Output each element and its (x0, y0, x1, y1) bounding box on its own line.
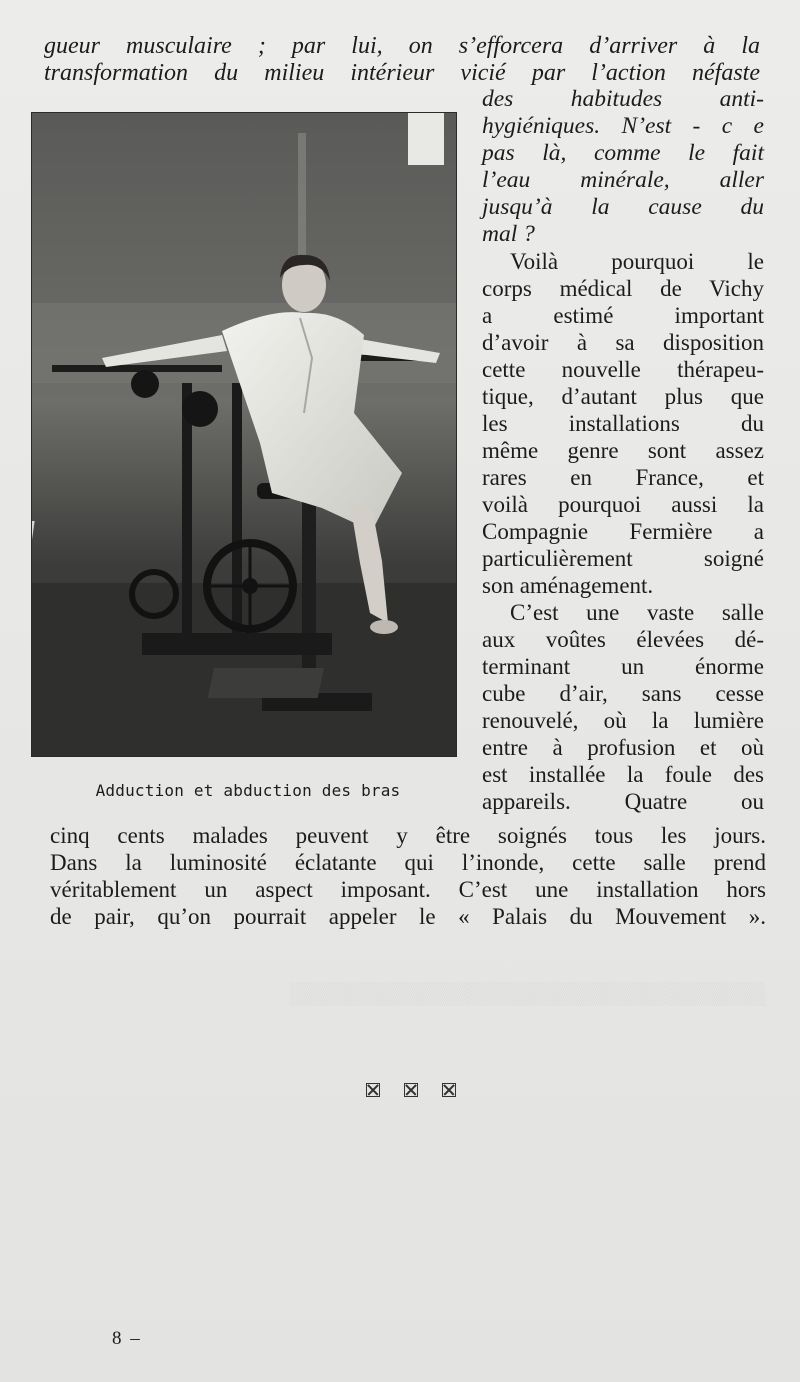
column-line: appareils. Quatre ou (482, 789, 764, 814)
paragraph-line: cinq cents malades peuvent y être soignés tous les jours. (50, 823, 766, 848)
italic-line-1: gueur musculaire ; par lui, on s’efforcera d’arriver à la (44, 33, 760, 59)
column-line: particulièrement soigné (482, 546, 764, 571)
column-line: son aménagement. (482, 573, 654, 598)
column-line: voilà pourquoi aussi la (482, 492, 764, 517)
photograph-exercise-machine (32, 113, 456, 756)
column-line: C’est une vaste salle (510, 600, 764, 625)
column-line: jusqu’à la cause du (482, 194, 764, 220)
column-line: rares en France, et (482, 465, 764, 490)
column-line: cette nouvelle thérapeu- (482, 357, 764, 382)
column-line: Compagnie Fermière a (482, 519, 764, 544)
ornament-mark-icon (442, 1083, 456, 1097)
column-line: même genre sont assez (482, 438, 764, 463)
column-line: Voilà pourquoi le (510, 249, 764, 274)
column-line: renouvelé, où la lumière (482, 708, 764, 733)
column-line: hygiéniques. N’est - c e (482, 113, 764, 139)
paragraph-line: de pair, qu’on pourrait appeler le « Palais du Mouvement ». (50, 904, 766, 929)
column-line: les installations du (482, 411, 764, 436)
paragraph-line: Dans la luminosité éclatante qui l’inonde, cette salle prend (50, 850, 766, 875)
column-line: tique, d’autant plus que (482, 384, 764, 409)
page-number: 8 – (112, 1328, 142, 1349)
ornament-mark-icon (366, 1083, 380, 1097)
column-line: d’avoir à sa disposition (482, 330, 764, 355)
column-line: l’eau minérale, aller (482, 167, 764, 193)
bleed-through-text: ▒▒▒▒▒▒▒▒▒▒▒▒▒▒▒▒▒▒▒▒▒▒▒▒▒▒▒▒▒▒▒▒ (289, 981, 766, 1005)
column-line: pas là, comme le fait (482, 140, 764, 166)
column-line: corps médical de Vichy (482, 276, 764, 301)
paragraph-line: véritablement un aspect imposant. C’est une installation hors (50, 877, 766, 902)
column-line: aux voûtes élevées dé- (482, 627, 764, 652)
photo-caption: Adduction et abduction des bras (95, 781, 401, 800)
italic-line-2: transformation du milieu intérieur vicié par l’action néfaste (44, 60, 760, 86)
column-line: cube d’air, sans cesse (482, 681, 764, 706)
column-line: a estimé important (482, 303, 764, 328)
column-line: terminant un énorme (482, 654, 764, 679)
column-line: mal ? (482, 221, 535, 247)
ornament-mark-icon (404, 1083, 418, 1097)
column-line: est installée la foule des (482, 762, 764, 787)
column-line: entre à profusion et où (482, 735, 764, 760)
column-line: des habitudes anti- (482, 86, 764, 112)
section-ornament (366, 1083, 456, 1103)
